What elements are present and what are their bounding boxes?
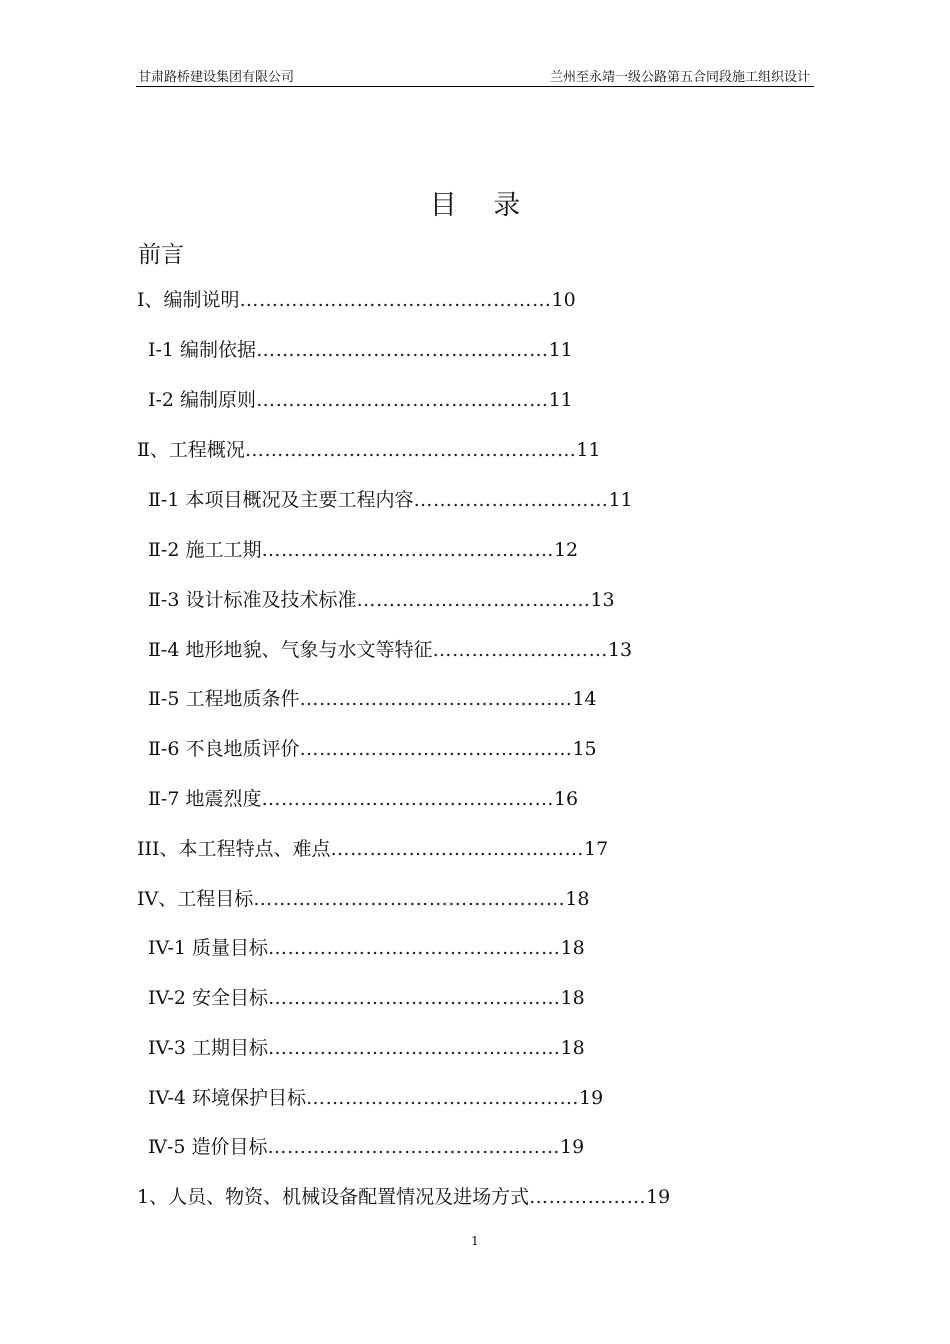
toc-entry[interactable]: IV-2 安全目标………………………………………18	[148, 987, 585, 1009]
toc-entry[interactable]: IV-1 质量目标………………………………………18	[148, 937, 585, 959]
toc-entry[interactable]: Ⅰ-2 编制原则………………………………………11	[148, 389, 573, 411]
toc-title: 目 录	[429, 190, 535, 221]
toc-entry[interactable]: 1、人员、物资、机械设备配置情况及进场方式………………19	[137, 1186, 671, 1208]
toc-entry[interactable]: Ⅱ-6 不良地质评价……………………………………15	[148, 738, 597, 760]
running-header	[136, 66, 814, 87]
toc-entry[interactable]: IV-4 环境保护目标……………………………………19	[148, 1087, 604, 1109]
toc-entry[interactable]: IV-3 工期目标………………………………………18	[148, 1037, 585, 1059]
toc-entry[interactable]: Ⅱ-2 施工工期………………………………………12	[148, 539, 579, 561]
toc-entry[interactable]: Ⅱ-5 工程地质条件……………………………………14	[148, 688, 597, 710]
toc-entry[interactable]: IV、工程目标…………………………………………18	[137, 888, 590, 910]
toc-entry[interactable]: Ⅱ-7 地震烈度………………………………………16	[148, 788, 579, 810]
toc-entry[interactable]: Ⅱ-1 本项目概况及主要工程内容…………………………11	[148, 489, 633, 511]
toc-entry[interactable]: III、本工程特点、难点…………………………………17	[137, 838, 609, 860]
toc-entry[interactable]: Ⅱ、工程概况……………………………………………11	[137, 439, 601, 461]
page-number: 1	[471, 1234, 479, 1248]
toc-entry[interactable]: Ⅰ-1 编制依据………………………………………11	[148, 339, 573, 361]
toc-entry[interactable]: Ⅰ、编制说明…………………………………………10	[137, 289, 576, 311]
header-company: 甘肃路桥建设集团有限公司	[138, 70, 295, 85]
toc-preface: 前言	[138, 242, 184, 268]
toc-entry[interactable]: Ⅱ-4 地形地貌、气象与水文等特征………………………13	[148, 639, 633, 661]
header-project-title: 兰州至永靖一级公路第五合同段施工组织设计	[549, 70, 810, 85]
toc-entry[interactable]: Ⅱ-3 设计标准及技术标准………………………………13	[148, 589, 615, 611]
toc-entry[interactable]: Ⅳ-5 造价目标………………………………………19	[148, 1136, 585, 1158]
